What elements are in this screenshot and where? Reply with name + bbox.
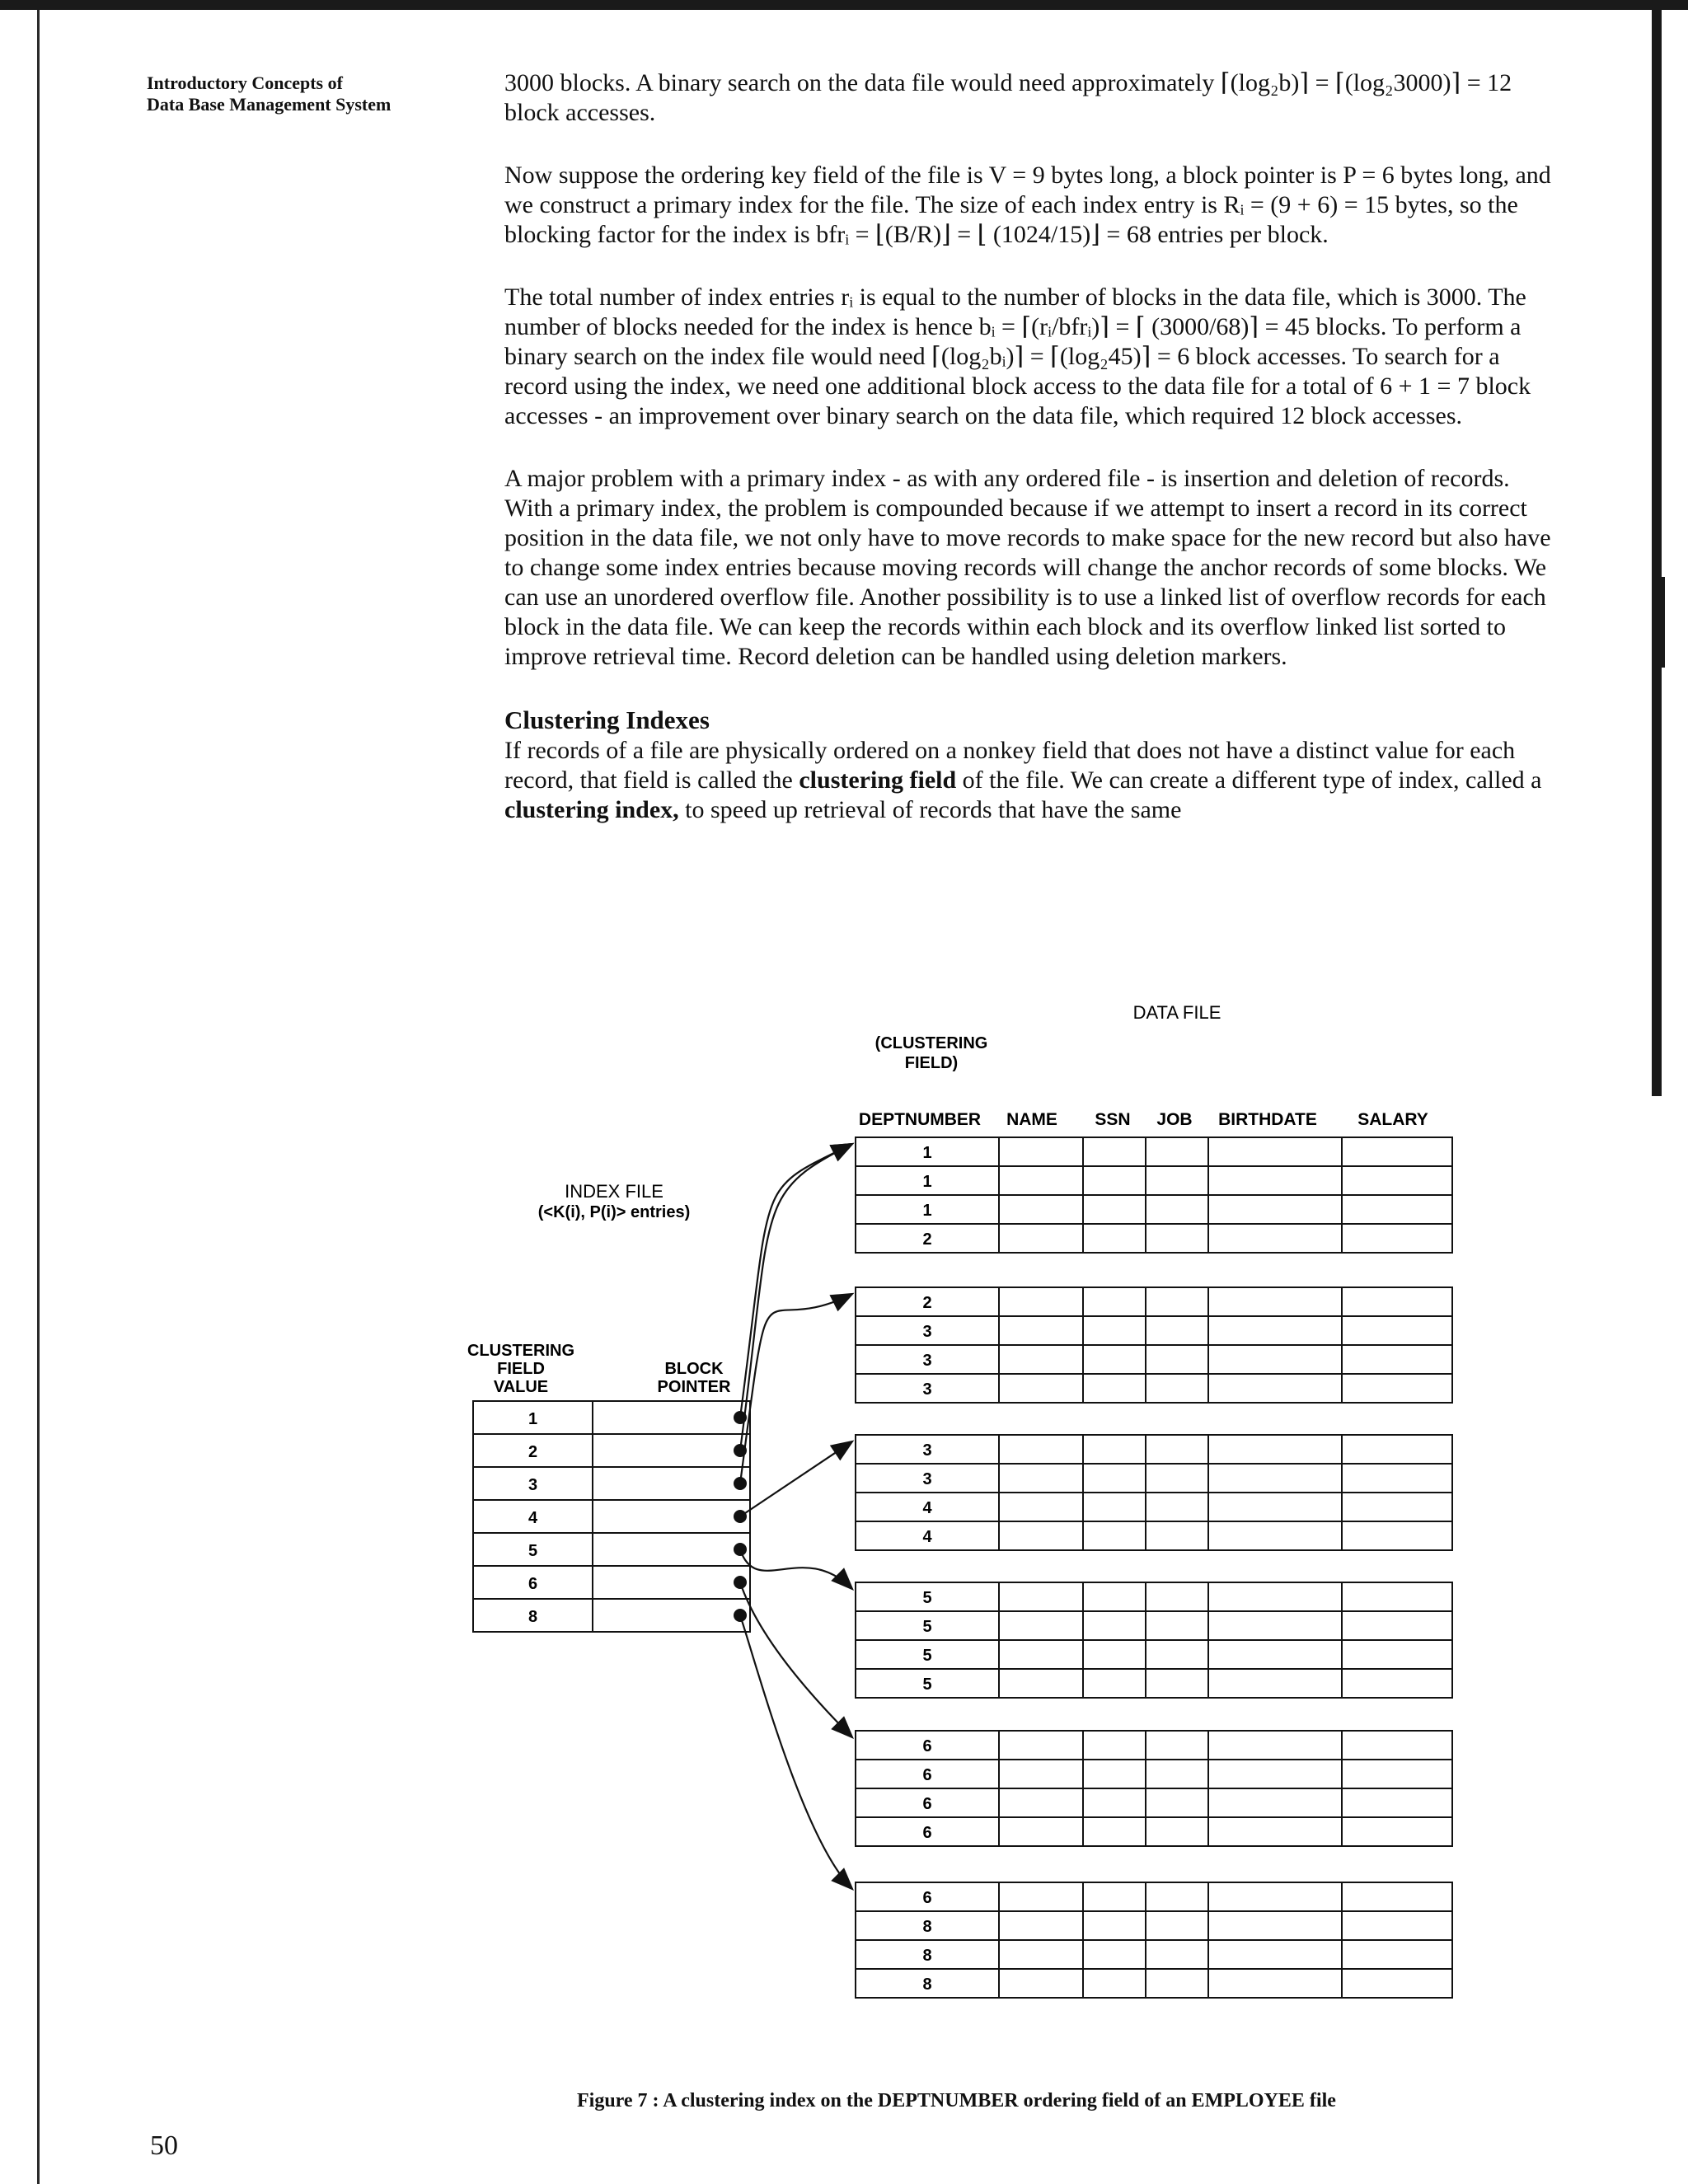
pointer-arrow bbox=[740, 1549, 852, 1589]
page-number: 50 bbox=[150, 2130, 178, 2161]
index-col1-label-1: CLUSTERING bbox=[467, 1342, 574, 1360]
data-column-header: JOB bbox=[1156, 1110, 1193, 1129]
deptnumber-cell: 3 bbox=[922, 1441, 932, 1460]
paragraph-2: Now suppose the ordering key field of the file is V = 9 bytes long, a block pointer is P = 6 bytes long, and we construct a primary index for the file. The size of each index entry is Rᵢ = (9 + 6) = 15 bytes, so the blocking factor for the index is bfrᵢ = ⌊(B/R)⌋ = ⌊ (1024/15)⌋ = 68 entries per block. bbox=[504, 162, 1551, 248]
deptnumber-cell: 8 bbox=[922, 1947, 932, 1965]
running-header-line-2: Data Base Management System bbox=[147, 94, 392, 115]
deptnumber-cell: 5 bbox=[922, 1647, 932, 1665]
index-value: 3 bbox=[528, 1476, 538, 1494]
index-file-table bbox=[473, 1401, 750, 1632]
section-text-b: of the file. We can create a different type of index, called a bbox=[956, 766, 1542, 794]
data-file-header bbox=[859, 1110, 1428, 1129]
data-file-label: DATA FILE bbox=[1132, 1002, 1221, 1023]
figure-caption: Figure 7 : A clustering index on the DEPTNUMBER ordering field of an EMPLOYEE file bbox=[577, 2090, 1336, 2111]
pointer-arrow bbox=[740, 1294, 852, 1483]
deptnumber-cell: 6 bbox=[922, 1737, 932, 1755]
data-block bbox=[856, 1731, 1452, 1846]
section-text-a: If records of a file are physically ordered on a nonkey field that does not have a distinct value for each record, that field is called the bbox=[504, 737, 1516, 794]
data-column-header: BIRTHDATE bbox=[1218, 1110, 1317, 1129]
clustering-field-label-2: FIELD) bbox=[904, 1054, 959, 1072]
deptnumber-cell: 5 bbox=[922, 1618, 932, 1636]
index-col2-label-2: POINTER bbox=[657, 1378, 731, 1396]
paragraph-4: A major problem with a primary index - as with any ordered file - is insertion and deletion of records. With a primary index, the problem is compounded because if we attempt to insert a record in its correct position in the data file, we not only have to move records to make space for the new record but also have to change some index entries because moving records will change the anchor records of some blocks. We can use an unordered overflow file. Another possibility is to use a linked list of overflow records for each block in the data file. We can keep the records within each block and its overflow linked list sorted to improve retrieval time. Record deletion can be handled using deletion markers. bbox=[504, 465, 1551, 670]
data-column-header: NAME bbox=[1006, 1110, 1057, 1129]
deptnumber-cell: 1 bbox=[922, 1144, 932, 1162]
index-value: 2 bbox=[528, 1443, 538, 1461]
deptnumber-cell: 6 bbox=[922, 1795, 932, 1813]
deptnumber-cell: 1 bbox=[922, 1202, 932, 1220]
deptnumber-cell: 5 bbox=[922, 1675, 932, 1694]
index-value: 4 bbox=[528, 1509, 538, 1527]
pointer-arrow bbox=[740, 1144, 852, 1418]
paragraph-1: 3000 blocks. A binary search on the data file would need approximately ⌈(log₂b)⌉ = ⌈(log₂3000)⌉ = 12 block accesses. bbox=[504, 69, 1512, 126]
index-file-label-2: (<K(i), P(i)> entries) bbox=[537, 1203, 691, 1221]
index-col2-label-1: BLOCK bbox=[664, 1360, 724, 1378]
deptnumber-cell: 6 bbox=[922, 1889, 932, 1907]
section-text-c: to speed up retrieval of records that have the same bbox=[678, 796, 1182, 823]
deptnumber-cell: 2 bbox=[922, 1230, 932, 1249]
deptnumber-cell: 4 bbox=[922, 1499, 932, 1517]
pointer-arrow bbox=[740, 1441, 852, 1516]
data-block bbox=[856, 1882, 1452, 1998]
term-clustering-index: clustering index, bbox=[504, 796, 679, 823]
deptnumber-cell: 2 bbox=[922, 1294, 932, 1312]
index-file-label-1: INDEX FILE bbox=[565, 1181, 663, 1202]
data-block bbox=[856, 1287, 1452, 1403]
deptnumber-cell: 3 bbox=[922, 1352, 932, 1370]
block-pointer-arrows bbox=[734, 1144, 852, 1889]
data-block bbox=[856, 1582, 1452, 1698]
data-column-header: SSN bbox=[1095, 1110, 1131, 1129]
term-clustering-field: clustering field bbox=[799, 766, 957, 794]
paragraph-3: The total number of index entries rᵢ is equal to the number of blocks in the data file, which is 3000. The number of blocks needed for the index is hence bᵢ = ⌈(rᵢ/bfrᵢ)⌉ = ⌈ (3000/68)⌉ = 45 blocks. To perform a binary search on the index file would need ⌈(log₂bᵢ)⌉ = ⌈(log₂45)⌉ = 6 block accesses. To search for a record using the index, we need one additional block access to the data file for a total of 6 + 1 = 7 block accesses - an improvement over binary search on the data file, which required 12 block accesses. bbox=[504, 284, 1531, 429]
deptnumber-cell: 4 bbox=[922, 1528, 932, 1546]
deptnumber-cell: 3 bbox=[922, 1323, 932, 1341]
deptnumber-cell: 1 bbox=[922, 1173, 932, 1191]
deptnumber-cell: 6 bbox=[922, 1824, 932, 1842]
data-column-header: SALARY bbox=[1357, 1110, 1428, 1129]
deptnumber-cell: 5 bbox=[922, 1589, 932, 1607]
index-table-border bbox=[473, 1401, 750, 1632]
index-col1-label-2: FIELD bbox=[497, 1360, 545, 1378]
index-value: 1 bbox=[528, 1410, 538, 1428]
pointer-arrow bbox=[740, 1144, 852, 1451]
index-col1-label-3: VALUE bbox=[493, 1378, 549, 1396]
index-value: 6 bbox=[528, 1575, 538, 1593]
deptnumber-cell: 8 bbox=[922, 1975, 932, 1994]
clustering-field-label-1: (CLUSTERING bbox=[874, 1034, 988, 1052]
deptnumber-cell: 6 bbox=[922, 1766, 932, 1784]
deptnumber-cell: 3 bbox=[922, 1470, 932, 1488]
data-file-blocks bbox=[856, 1137, 1452, 1998]
index-value: 5 bbox=[528, 1542, 538, 1560]
deptnumber-cell: 3 bbox=[922, 1380, 932, 1399]
index-value: 8 bbox=[528, 1608, 538, 1626]
pointer-arrow bbox=[740, 1615, 852, 1889]
data-block bbox=[856, 1137, 1452, 1253]
running-header-line-1: Introductory Concepts of bbox=[147, 73, 343, 93]
data-column-header: DEPTNUMBER bbox=[858, 1110, 982, 1129]
section-heading: Clustering Indexes bbox=[504, 705, 710, 734]
pointer-arrow bbox=[740, 1582, 852, 1737]
deptnumber-cell: 8 bbox=[922, 1918, 932, 1936]
data-block bbox=[856, 1435, 1452, 1550]
